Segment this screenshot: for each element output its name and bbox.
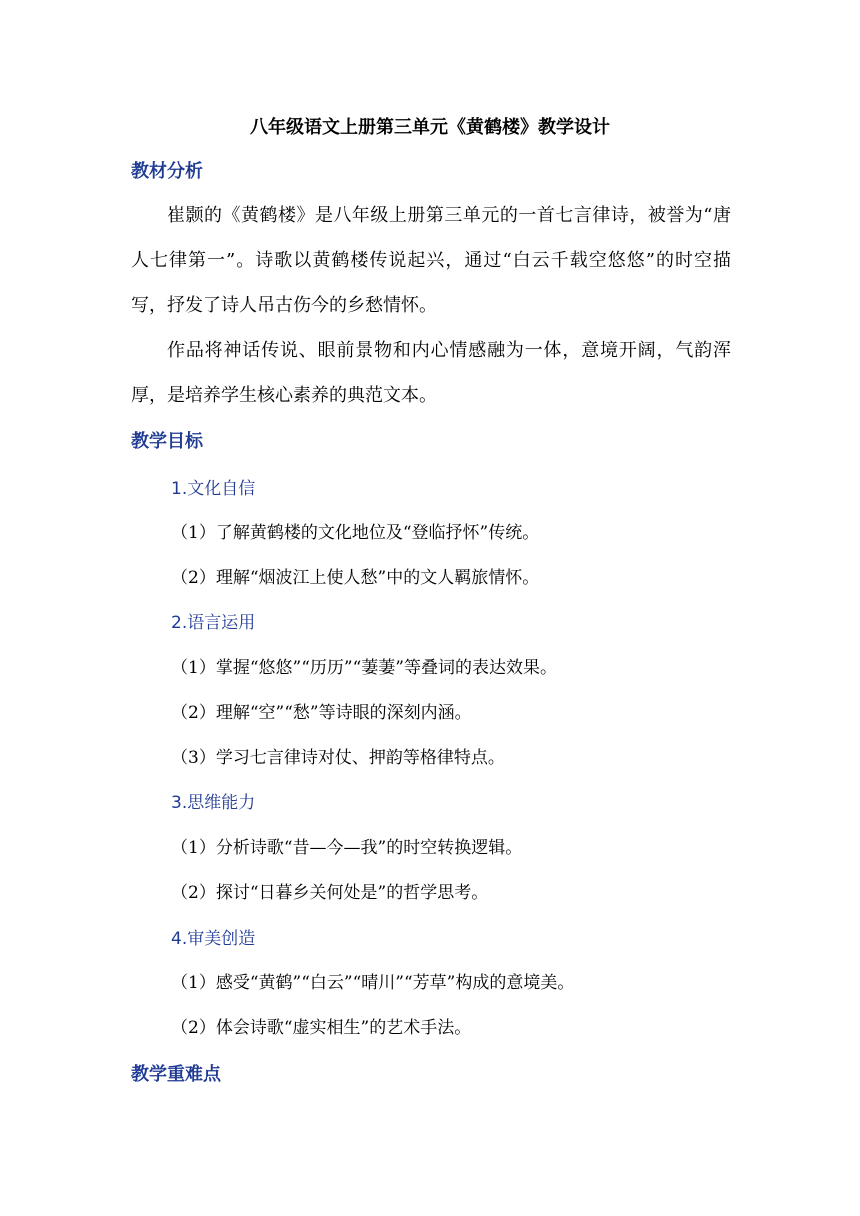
goal-title-language-use: 2.语言运用: [171, 613, 256, 633]
analysis-paragraph-1: 崔颢的《黄鹤楼》是八年级上册第三单元的一首七言律诗，被誉为“唐人七律第一”。诗歌以黄鹤楼传说起兴，通过“白云千载空悠悠”的时空描写，抒发了诗人吊古伤今的乡愁情怀。: [131, 205, 731, 316]
section-heading-textbook-analysis: 教材分析: [131, 161, 203, 182]
goal-title-aesthetic-creation: 4.审美创造: [171, 929, 256, 949]
goal-title-thinking-ability: 3.思维能力: [171, 793, 256, 813]
section-heading-key-difficulties: 教学重难点: [131, 1064, 221, 1085]
goal-item: （1）分析诗歌“昔—今—我”的时空转换逻辑。: [171, 838, 523, 858]
goal-item: （2）体会诗歌“虚实相生”的艺术手法。: [171, 1018, 472, 1038]
goal-item: （2）理解“烟波江上使人愁”中的文人羁旅情怀。: [171, 568, 540, 588]
goal-title-cultural-confidence: 1.文化自信: [171, 479, 256, 499]
analysis-paragraph-2: 作品将神话传说、眼前景物和内心情感融为一体，意境开阔，气韵浑厚，是培养学生核心素养的典范文本。: [131, 340, 731, 406]
goal-item: （1）了解黄鹤楼的文化地位及“登临抒怀”传统。: [171, 523, 540, 543]
goal-item: （1）掌握“悠悠”“历历”“萋萋”等叠词的表达效果。: [171, 658, 557, 678]
goal-item: （2）理解“空”“愁”等诗眼的深刻内涵。: [171, 703, 472, 723]
section-heading-teaching-goals: 教学目标: [131, 431, 203, 452]
goal-item: （1）感受“黄鹤”“白云”“晴川”“芳草”构成的意境美。: [171, 973, 575, 993]
page-title: 八年级语文上册第三单元《黄鹤楼》教学设计: [250, 117, 610, 138]
goal-item: （3）学习七言律诗对仗、押韵等格律特点。: [171, 748, 505, 768]
goal-item: （2）探讨“日暮乡关何处是”的哲学思考。: [171, 883, 489, 903]
